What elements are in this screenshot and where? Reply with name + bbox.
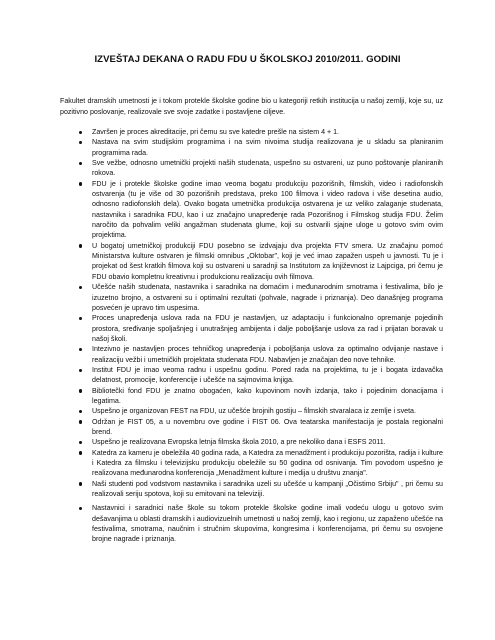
bullet-icon — [79, 131, 82, 134]
list-item: Sve vežbe, odnosno umetnički projekti naših studenata, uspešno su ostvareni, uz puno poštovanje planiranih rokova. — [60, 158, 443, 179]
bullet-icon — [79, 182, 82, 185]
document-title: IZVEŠTAJ DEKANA O RADU FDU U ŠKOLSKOJ 2010/2011. GODINI — [94, 54, 401, 65]
bullet-icon — [79, 141, 82, 144]
bullet-icon — [79, 482, 82, 485]
list-item: Naši studenti pod vodstvom nastavnika i saradnika uzeli su učešće u kampanji „Očistimo Srbiju" , pri čemu su realizovali seriju spotova, koji su emitovani na televiziji. — [60, 479, 443, 500]
bullet-icon — [79, 369, 82, 372]
list-item: Učešće naših studenata, nastavnika i saradnika na domaćim i međunarodnim smotrama i festivalima, bilo je izuzetno brojno, a ostvareni su i optimalni rezultati (pohvale, nagrade i priznanja). Deo današnjeg programa posvećen je upravo tim uspesima. — [60, 282, 443, 313]
bullet-icon — [79, 317, 82, 320]
list-item: Intezivno je nastavljen proces tehničkog unapređenja i poboljšanja uslova za optimalno odvijanje nastave i realizaciju vežbi i umetničkih projektata studenata FDU. Nabavljen je značajan deo nove tehnike. — [60, 344, 443, 365]
bullet-icon — [79, 410, 82, 413]
list-item: FDU je i protekle školske godine imao veoma bogatu produkciju pozorišnih, filmskih, video i radiofonskih ostvarenja (tu je više od 30 pozorišnih predstava, preko 100 filmova i video radova i više desetina audio, odnosno radiofonskih dela). Ovako bogata umetnička produkcija ostvarena je uz veliko zalaganje studenata, nastavnika i saradnika FDU, kao i uz značajno unapređenje rada Pozorišnog i Filmskog studija FDU. Želim naročito da pohvalim veliki angažman studenata glume, koji su ostvarili sjajne uloge u gotovo svim ovim projektima. — [60, 179, 443, 241]
bullet-icon — [79, 441, 82, 444]
list-item: Proces unapređenja uslova rada na FDU je nastavljen, uz adaptaciju i funkcionalno opremanje pojedinih prostora, sređivanje spoljašnjeg i unutrašnjeg ambijenta i dalje poboljšanje uslova za rad i prijatan boravak u našoj školi. — [60, 313, 443, 344]
list-item: Uspešno je realizovana Evropska letnja filmska škola 2010, a pre nekoliko dana i ESFS 2011. — [60, 437, 443, 447]
list-item: Nastavnici i saradnici naše škole su tokom protekle školske godine imali vodeću ulogu u gotovo svim dešavanjima u oblasti dramskih i audiovizuelnih umetnosti u našoj zemlji, kao i regionu, uz zapaženo učešće na festivalima, smotrama, naučnim i stručnim skupovima, kongresima i konferencijama, pri čemu su osvojene brojne nagrade i priznanja. — [60, 503, 443, 544]
bullet-icon — [79, 389, 82, 392]
list-item: Uspešno je organizovan FEST na FDU, uz učešće brojnih gostiju – filmskih stvaralaca iz zemlje i sveta. — [60, 406, 443, 416]
list-item: Institut FDU je imao veoma radnu i uspešnu godinu. Pored rada na projektima, tu je i bogata izdavačka delatnost, promocije, konferencije i učešće na sajmovima knjiga. — [60, 365, 443, 386]
list-item: Održan je FIST 05, a u novembru ove godine i FIST 06. Ova teatarska manifestacija je postala regionalni brend. — [60, 417, 443, 438]
bullet-icon — [79, 244, 82, 247]
bullet-icon — [79, 162, 82, 165]
bullet-icon — [79, 507, 82, 510]
bullet-icon — [79, 286, 82, 289]
bullet-icon — [79, 451, 82, 454]
list-item: Završen je proces akreditacije, pri čemu su sve katedre prešle na sistem 4 + 1. — [60, 127, 443, 137]
bullet-icon — [79, 348, 82, 351]
list-item: Katedra za kameru je obeležila 40 godina rada, a Katedra za menadžment i produkciju pozorišta, radija i kulture i Katedra za filmsku i televizijsku produkciju obeležile su 50 godina od osnivanja. Tim povodom uspešno je realizovana međunarodna konferencija „Menadžment kulture i medija u društvu znanja". — [60, 448, 443, 479]
list-item: U bogatoj umetničkoj produkciji FDU posebno se izdvajaju dva projekta FTV smera. Uz značajnu pomoć Ministarstva kulture ostvaren je filmski omnibus „Oktobar", koji je već imao zapažen uspeh u javnosti. Tu je i projekat od šest kratkih filmova koji su ostvareni u saradnji sa Institutom za književnost iz Lajpciga, pri čemu je FDU obavio kompletnu kreativnu i produkcionu realizaciju ovih filmova. — [60, 241, 443, 282]
bullet-icon — [79, 420, 82, 423]
list-item: Bibliotečki fond FDU je znatno obogaćen, kako kupovinom novih izdanja, tako i pojedinim donacijama i legatima. — [60, 386, 443, 407]
list-item: Nastava na svim studijskim programima i na svim nivoima studija realizovana je u skladu sa planiranim programima rada. — [60, 137, 443, 158]
intro-paragraph: Fakultet dramskih umetnosti je i tokom protekle školske godine bio u kategoriji retkih institucija u našoj zemlji, koje su, uz pozitivno poslovanje, realizovale sve svoje zadatke i postavljene ciljeve. — [60, 97, 443, 116]
achievements-list — [60, 127, 443, 545]
